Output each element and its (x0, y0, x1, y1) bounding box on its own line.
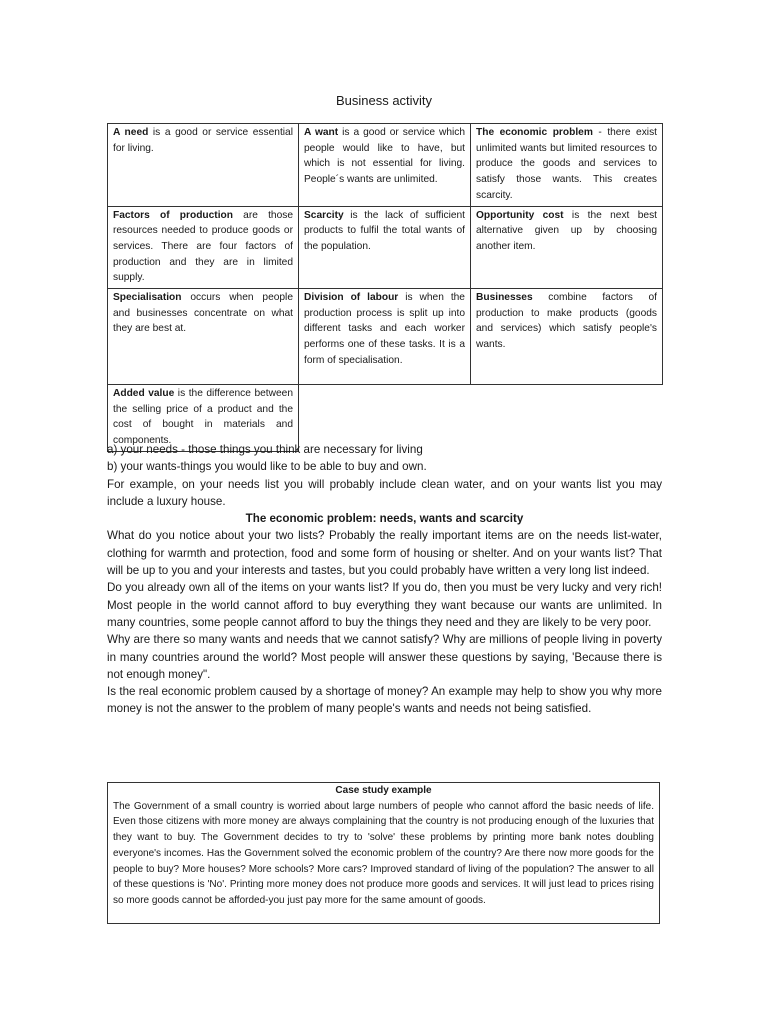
table-row (108, 289, 663, 385)
table-row (108, 206, 663, 289)
definition-cell (299, 124, 471, 207)
paragraph: Is the real economic problem caused by a shortage of money? An example may help to show you why more money is not the answer to the problem of many people's wants and needs not being satisfied. (107, 685, 662, 716)
needs-line: a) your needs - those things you think are necessary for living (107, 443, 423, 456)
definition-text: is a good or service essential for living. (113, 127, 293, 154)
definition-text: is the lack of sufficient products to fulfil the total wants of the population. (304, 209, 465, 252)
example-paragraph: For example, on your needs list you will probably include clean water, and on your wants list you may include a luxury house. (107, 477, 662, 508)
paragraph: What do you notice about your two lists? Probably the really important items are on the needs list-water, clothing for warmth and protection, food and some form of housing or shelter. And on your wants list? That will be up to you and your interests and tastes, but you could probably have written a very long list indeed. (107, 529, 662, 578)
definition-term: Specialisation (113, 292, 182, 304)
definition-cell (108, 206, 299, 289)
definition-text: - there exist unlimited wants but limited resources to produce the goods and services to satisfy those wants. This creates scarcity. (476, 127, 657, 201)
section-heading: The economic problem: needs, wants and scarcity (245, 512, 524, 526)
definition-text: occurs when people and businesses concentrate on what they are best at. (113, 292, 293, 335)
definition-term: A want (304, 127, 339, 138)
case-study-box (107, 782, 660, 924)
definitions-table (107, 123, 663, 452)
table-row (108, 124, 663, 207)
definition-cell (299, 289, 471, 385)
definition-cell (471, 289, 663, 385)
paragraph: Do you already own all of the items on your wants list? If you do, then you must be very lucky and very rich! Most people in the world cannot afford to buy everything they want because our wants are unlimited. In many countries, some people cannot afford to buy the things they need and they are likely to be very poor. (107, 581, 662, 629)
paragraph: Why are there so many wants and needs that we cannot satisfy? Why are millions of people living in poverty in many countries around the world? Most people will answer these questions by saying, 'Because there is not enough money". (107, 633, 662, 681)
definition-cell (108, 289, 299, 385)
case-study-text: The Government of a small country is worried about large numbers of people who cannot afford the basic needs of life. Even those citizens with more money are always complaining that the country is not producing enough of the luxuries that they want to buy. The Government decides to try to 'solve' these problems by printing more bank notes doubling everyone's incomes. Has the Government solved the economic problem of the country? Are there now more goods for the people to buy? More houses? More schools? More cars? Improved standard of living of the population? The answer to all of these questions is 'No'. Printing more money does not produce more goods and services. It will just lead to prices rising so more goods cannot be afforded-you just pay more for the same amount of goods. (113, 800, 654, 906)
body-text (107, 441, 662, 718)
definition-text: is the difference between the selling price of a product and the cost of bought in materials and components. (113, 388, 293, 447)
definition-term: Opportunity cost (476, 209, 564, 221)
definition-term: Scarcity (304, 209, 344, 221)
wants-line: b) your wants-things you would like to be able to buy and own. (107, 460, 427, 474)
definition-cell (471, 124, 663, 207)
definition-term: A need (113, 127, 149, 138)
definition-term: Factors of production (113, 209, 233, 221)
definition-text: combine factors of production to make products (goods and services) which satisfy people's wants. (476, 292, 657, 351)
definition-text: are those resources needed to produce goods or services. There are four factors of production and they are in limited supply. (113, 209, 293, 284)
definition-cell (108, 124, 299, 207)
definition-text: is when the production process is split up into different tasks and each worker performs one of these tasks. It is a form of specialisation. (304, 292, 465, 366)
definition-term: Division of labour (304, 292, 399, 304)
definition-text: is the next best alternative given up by choosing another item. (476, 209, 657, 252)
case-study-title: Case study example (335, 785, 432, 796)
definition-cell (471, 206, 663, 289)
definition-text: is a good or service which people would like to have, but which is not essential for living. People´s wants are unlimited. (304, 127, 466, 186)
definition-term: Added value (113, 388, 175, 400)
definition-term: The economic problem (476, 127, 593, 138)
page-title: Business activity (335, 93, 433, 108)
definition-term: Businesses (476, 292, 533, 304)
definition-cell (299, 206, 471, 289)
